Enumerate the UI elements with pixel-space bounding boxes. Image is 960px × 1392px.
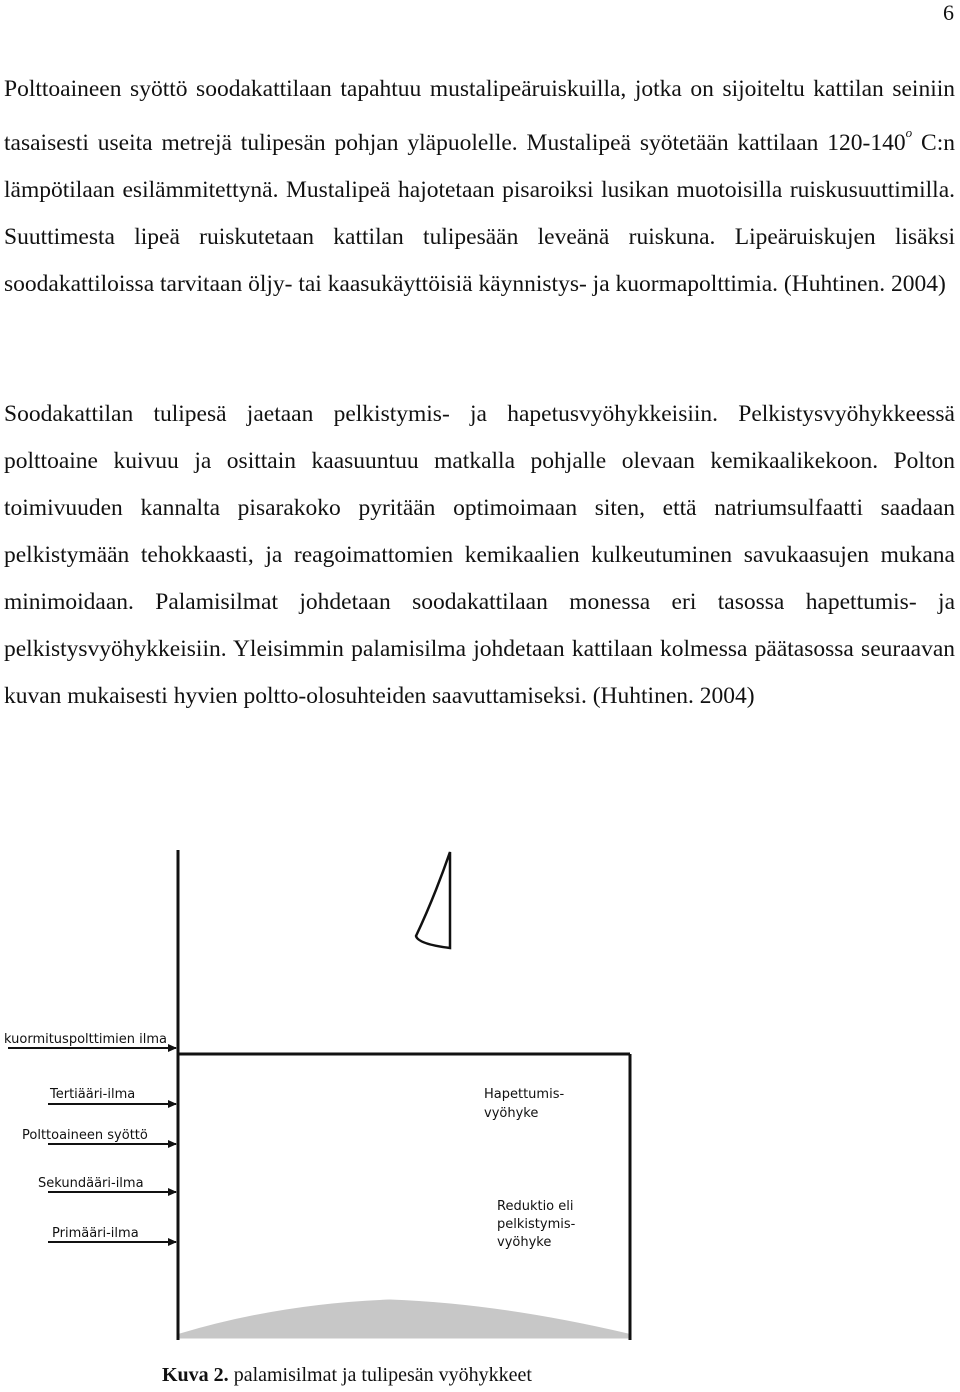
label-oxidation-zone-2: vyöhyke	[484, 1106, 539, 1121]
paragraph-combustion-zones: Soodakattilan tulipesä jaetaan pelkistymis- ja hapetusvyöhykkeisiin. Pelkistysvyöhykkeessä polttoaine kuivuu ja osittain kaasuuntuu matkalla pohjalle olevaan kemikaalikekoon. Polton toimivuuden kannalta pisarakoko pyritään optimoimaan siten, että natriumsulfaatti saadaan pelkistymään tehokkaasti, ja reagoimattomien kemikaalien kulkeutuminen savukaasujen mukana minimoidaan. Palamisilmat johdetaan soodakattilaan monessa eri tasossa hapettumis- ja pelkistysvyöhykkeisiin. Yleisimmin palamisilma johdetaan kattilaan kolmessa päätasossa seuraavan kuvan mukaisesti hyvien poltto-olosuhteiden saavuttamiseksi. (Huhtinen. 2004)	[4, 401, 955, 709]
label-secondary-air: Sekundääri-ilma	[38, 1176, 144, 1191]
label-reduction-zone-2: pelkistymis-	[497, 1217, 576, 1232]
caption-label: Kuva 2.	[162, 1364, 229, 1386]
boiler-diagram-svg	[0, 840, 960, 1340]
label-fuel-feed: Polttoaineen syöttö	[22, 1128, 148, 1143]
page-number: 6	[943, 0, 954, 25]
chemical-pile	[180, 1300, 628, 1338]
figure-caption	[162, 1364, 532, 1387]
label-kuormituspolttimien-ilma: kuormituspolttimien ilma	[4, 1032, 167, 1047]
label-primary-air: Primääri-ilma	[52, 1226, 139, 1241]
label-oxidation-zone-1: Hapettumis-	[484, 1087, 565, 1102]
label-tertiary-air: Tertiääri-ilma	[50, 1087, 136, 1102]
caption-text: palamisilmat ja tulipesän vyöhykkeet	[228, 1364, 532, 1386]
boiler-nose-shape	[416, 852, 450, 948]
paragraph-fuel-feed	[4, 66, 955, 308]
paragraph-text: C:n lämpötilaan esilämmitettynä. Mustalipeä hajotetaan pisaroiksi lusikan muotoisilla ruiskusuuttimilla. Suuttimesta lipeä ruiskutetaan kattilan tulipesään leveänä ruiskuna. Lipeäruiskujen lisäksi soodakattiloissa tarvitaan öljy- tai kaasukäyttöisiä käynnistys- ja kuormapolttimia. (Huhtinen. 2004)	[4, 129, 955, 297]
degree-superscript: o	[905, 125, 913, 140]
label-reduction-zone-1: Reduktio eli	[497, 1199, 574, 1214]
paragraph-text: Polttoaineen syöttö soodakattilaan tapahtuu mustalipeäruiskuilla, jotka on sijoiteltu kattilan seiniin tasaisesti useita metrejä tulipesän pohjan yläpuolelle. Mustalipeä syötetään kattilaan 120-140	[4, 76, 955, 156]
label-reduction-zone-3: vyöhyke	[497, 1235, 552, 1250]
boiler-diagram	[0, 840, 960, 1340]
